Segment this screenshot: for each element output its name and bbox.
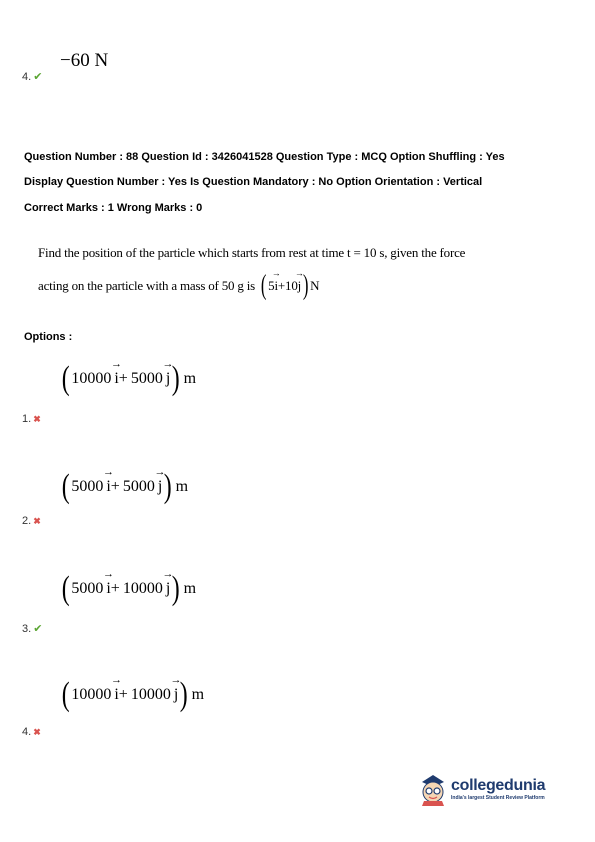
options-label: Options : (24, 331, 73, 343)
option-3-number-row (22, 622, 42, 635)
option-2-expression: ( 5000 → i + 5000 → j ) m (60, 470, 188, 504)
prev-option-value: −60 N (60, 50, 109, 71)
option-4-number: 4. (22, 726, 32, 738)
option-1-number: 1. (22, 413, 32, 425)
question-line2-prefix: acting on the particle with a mass of 50 g is (38, 278, 256, 293)
question-meta-line3: Correct Marks : 1 Wrong Marks : 0 (24, 202, 203, 214)
option-3-number: 3. (22, 623, 32, 635)
check-icon: ✔ (33, 623, 43, 635)
mascot-icon (418, 772, 448, 806)
cross-icon: ✖ (33, 516, 41, 526)
option-4-number-row (22, 726, 41, 738)
check-icon: ✔ (33, 71, 43, 83)
prev-option-number: 4. (22, 71, 32, 83)
option-4-expression: ( 10000 → i + 10000 → j ) m (60, 678, 204, 712)
collegedunia-logo (418, 772, 545, 806)
logo-tagline: India's largest Student Review Platform (451, 795, 545, 801)
cross-icon: ✖ (33, 414, 41, 424)
force-unit: N (310, 278, 320, 293)
option-1-expression: ( 10000 → i + 5000 → j ) m (60, 362, 196, 396)
cross-icon: ✖ (33, 727, 41, 737)
option-2-number-row (22, 515, 41, 527)
option-2-number: 2. (22, 515, 32, 527)
question-line2: acting on the particle with a mass of 50 g is ( 5→ i+10→ j ) N (38, 272, 319, 300)
force-vector: 5→ i+10→ j (268, 278, 301, 294)
logo-name: collegedunia (451, 777, 546, 794)
question-line1: Find the position of the particle which starts from rest at time t = 10 s, given the force (38, 245, 466, 260)
question-meta-line1: Question Number : 88 Question Id : 3426041528 Question Type : MCQ Option Shuffling : Yes (24, 151, 505, 163)
option-3-expression: ( 5000 → i + 10000 → j ) m (60, 572, 196, 606)
question-meta-line2: Display Question Number : Yes Is Question Mandatory : No Option Orientation : Vertical (24, 176, 483, 188)
prev-option-number-row (22, 70, 42, 83)
option-1-number-row (22, 413, 41, 425)
